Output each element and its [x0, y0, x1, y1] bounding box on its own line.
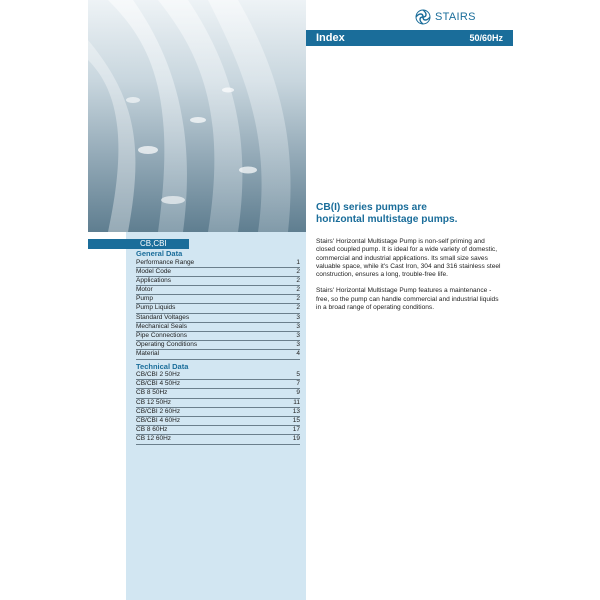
intro-headline: [316, 202, 516, 226]
toc-entry-page: 3: [296, 341, 300, 349]
toc-entry-page: 7: [296, 380, 300, 388]
toc-row: [136, 380, 300, 389]
intro-paragraph-1: Stairs' Horizontal Multistage Pump is non-self priming and closed coupled pump. It is ideal for a wide variety of domestic, commercial and industrial applications. Its small size saves valuable space, while it's Cast Iron, 304 and 316 stainless steel construction, ensures a long, trouble-free life.: [316, 238, 501, 279]
toc-entry-page: 11: [293, 398, 300, 406]
water-splash-graphic: [88, 0, 306, 232]
toc-entry-page: 2: [296, 295, 300, 303]
left-margin: [88, 232, 126, 600]
catalog-page: [88, 0, 513, 600]
toc-entry-name: CB/CBI 4 60Hz: [136, 417, 181, 424]
toc-row: [136, 417, 300, 426]
toc-entry-page: 13: [292, 407, 300, 415]
toc-row: [136, 426, 300, 435]
toc-entry-page: 3: [296, 322, 300, 330]
toc-entry-page: 2: [296, 304, 300, 312]
toc-entry-name: CB 12 60Hz: [136, 435, 172, 443]
toc-entry-page: 17: [292, 426, 300, 434]
headline-line-2: horizontal multistage pumps.: [316, 214, 458, 225]
intro-paragraph-2: Stairs' Horizontal Multistage Pump features a maintenance -free, so the pump can handle commercial and industrial liquids in a broad range of operating conditions.: [316, 287, 499, 312]
toc-entry-page: 19: [292, 435, 300, 443]
toc-entry-name: Operating Conditions: [136, 341, 198, 349]
frequency-label: 50/60Hz: [469, 33, 503, 43]
hero-water-image: [88, 0, 306, 232]
toc-row: [136, 371, 300, 380]
toc-entry-name: Motor: [136, 286, 153, 294]
toc-entry-page: 1: [296, 258, 300, 266]
toc-entry-page: 3: [296, 332, 300, 339]
section-label: CB,CBI: [140, 239, 167, 248]
toc-entry-name: Mechanical Seals: [136, 322, 187, 330]
toc-row: [136, 286, 300, 295]
general-data-heading: General Data: [136, 249, 183, 258]
toc-entry-page: 2: [296, 286, 300, 294]
toc-entry-name: Pump Liquids: [136, 304, 176, 312]
toc-row: [136, 350, 300, 359]
technical-data-heading: Technical Data: [136, 361, 189, 371]
toc-entry-name: Standard Voltages: [136, 313, 190, 321]
toc-entry-name: CB 8 60Hz: [136, 426, 168, 434]
toc-entry-name: CB/CBI 4 50Hz: [136, 380, 181, 388]
toc-entry-name: CB/CBI 2 60Hz: [136, 407, 181, 415]
toc-row: [136, 341, 300, 350]
toc-entry-name: Applications: [136, 276, 172, 284]
toc-row: [136, 332, 300, 341]
toc-row: [136, 268, 300, 277]
swirl-logo-icon: [415, 9, 431, 25]
toc-entry-name: CB 8 50Hz: [136, 389, 168, 397]
page-title: Index: [316, 32, 345, 44]
toc-entry-name: Model Code: [136, 267, 172, 275]
toc-entry-page: 4: [296, 350, 300, 358]
toc-entry-page: 9: [296, 389, 300, 397]
toc-row: [136, 408, 300, 417]
toc-row: [136, 399, 300, 408]
toc-row: [136, 389, 300, 398]
title-bar: [306, 30, 513, 46]
toc-row: [136, 435, 300, 444]
toc-row: [136, 304, 300, 313]
toc-entry-page: 5: [296, 371, 300, 379]
toc-row: [136, 295, 300, 304]
toc-entry-name: CB/CBI 2 50Hz: [136, 371, 181, 379]
toc-entry-name: CB 12 50Hz: [136, 398, 172, 406]
toc-row: [136, 259, 300, 268]
intro-body: [316, 238, 501, 320]
table-of-contents: [136, 250, 300, 445]
toc-entry-page: 15: [292, 417, 300, 424]
brand-name: STAIRS: [435, 11, 476, 23]
toc-entry-page: 2: [296, 276, 300, 284]
toc-entry-name: Pump: [136, 295, 153, 303]
toc-entry-page: 3: [296, 313, 300, 321]
section-bar: [88, 239, 189, 249]
toc-entry-name: Pipe Connections: [136, 332, 187, 339]
toc-row: [136, 323, 300, 332]
headline-line-1: CB(I) series pumps are: [316, 202, 427, 213]
toc-entry-name: Performance Range: [136, 258, 195, 266]
toc-entry-name: Material: [136, 350, 160, 358]
toc-row: [136, 277, 300, 286]
brand-logo: [415, 8, 515, 26]
toc-entry-page: 2: [296, 267, 300, 275]
toc-row: [136, 314, 300, 323]
